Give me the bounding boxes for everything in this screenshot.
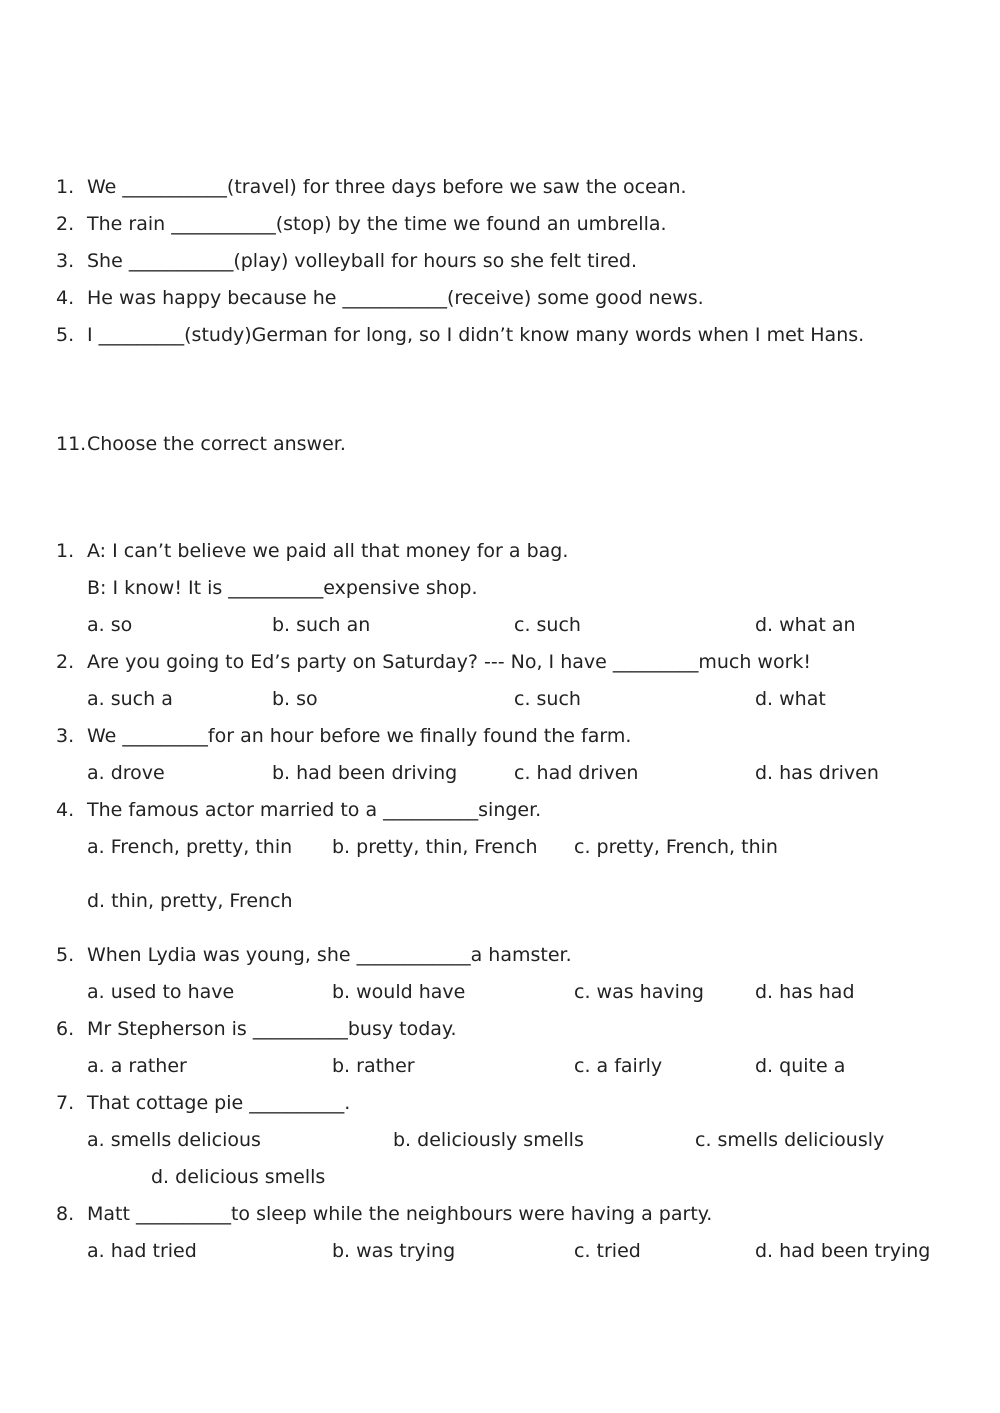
question-number: 1. (56, 540, 75, 562)
option-a: a. so (87, 614, 133, 636)
question-number: 3. (56, 725, 75, 747)
question-text: Are you going to Ed’s party on Saturday? --- No, I have _________much work! (87, 651, 812, 673)
item-text: He was happy because he ___________(receive) some good news. (87, 287, 704, 309)
question-text: Matt __________to sleep while the neighbours were having a party. (87, 1203, 713, 1225)
option-a: a. used to have (87, 981, 235, 1003)
question-text: B: I know! It is __________expensive shop. (87, 577, 478, 599)
question-text: The famous actor married to a __________singer. (87, 799, 542, 821)
option-c: c. tried (574, 1240, 641, 1262)
option-d: d. has driven (755, 762, 879, 784)
option-a: a. French, pretty, thin (87, 836, 293, 858)
section-title: Choose the correct answer. (87, 433, 346, 455)
option-c: c. smells deliciously (695, 1129, 885, 1151)
item-text: We ___________(travel) for three days before we saw the ocean. (87, 176, 687, 198)
question-number: 2. (56, 651, 75, 673)
option-b: b. was trying (332, 1240, 456, 1262)
question-text: That cottage pie __________. (87, 1092, 351, 1114)
item-text: The rain ___________(stop) by the time we found an umbrella. (87, 213, 667, 235)
option-b: b. would have (332, 981, 466, 1003)
option-b: b. so (272, 688, 318, 710)
question-number: 7. (56, 1092, 75, 1114)
option-c: c. was having (574, 981, 704, 1003)
item-number: 3. (56, 250, 75, 272)
question-number: 6. (56, 1018, 75, 1040)
item-text: I _________(study)German for long, so I didn’t know many words when I met Hans. (87, 324, 865, 346)
option-a: a. had tried (87, 1240, 197, 1262)
question-text: When Lydia was young, she ____________a hamster. (87, 944, 572, 966)
option-b: b. pretty, thin, French (332, 836, 538, 858)
option-b: b. rather (332, 1055, 415, 1077)
item-number: 4. (56, 287, 75, 309)
option-d: d. had been trying (755, 1240, 931, 1262)
item-text: She ___________(play) volleyball for hours so she felt tired. (87, 250, 637, 272)
question-text: We _________for an hour before we finally found the farm. (87, 725, 632, 747)
option-b: b. such an (272, 614, 371, 636)
question-number: 5. (56, 944, 75, 966)
option-c: c. had driven (514, 762, 639, 784)
option-c: c. such (514, 614, 581, 636)
option-a: a. such a (87, 688, 173, 710)
option-d: d. what an (755, 614, 856, 636)
option-a: a. a rather (87, 1055, 187, 1077)
section-number: 11. (56, 433, 87, 455)
question-number: 4. (56, 799, 75, 821)
item-number: 5. (56, 324, 75, 346)
question-text: A: I can’t believe we paid all that money for a bag. (87, 540, 569, 562)
question-number: 8. (56, 1203, 75, 1225)
option-d: d. quite a (755, 1055, 846, 1077)
option-d: d. delicious smells (151, 1166, 326, 1188)
option-a: a. drove (87, 762, 165, 784)
item-number: 1. (56, 176, 75, 198)
option-d: d. has had (755, 981, 855, 1003)
question-text: Mr Stepherson is __________busy today. (87, 1018, 457, 1040)
item-number: 2. (56, 213, 75, 235)
option-d: d. what (755, 688, 826, 710)
option-b: b. deliciously smells (393, 1129, 584, 1151)
option-c: c. pretty, French, thin (574, 836, 778, 858)
option-c: c. such (514, 688, 581, 710)
option-b: b. had been driving (272, 762, 458, 784)
option-c: c. a fairly (574, 1055, 663, 1077)
option-a: a. smells delicious (87, 1129, 261, 1151)
option-d: d. thin, pretty, French (87, 890, 293, 912)
